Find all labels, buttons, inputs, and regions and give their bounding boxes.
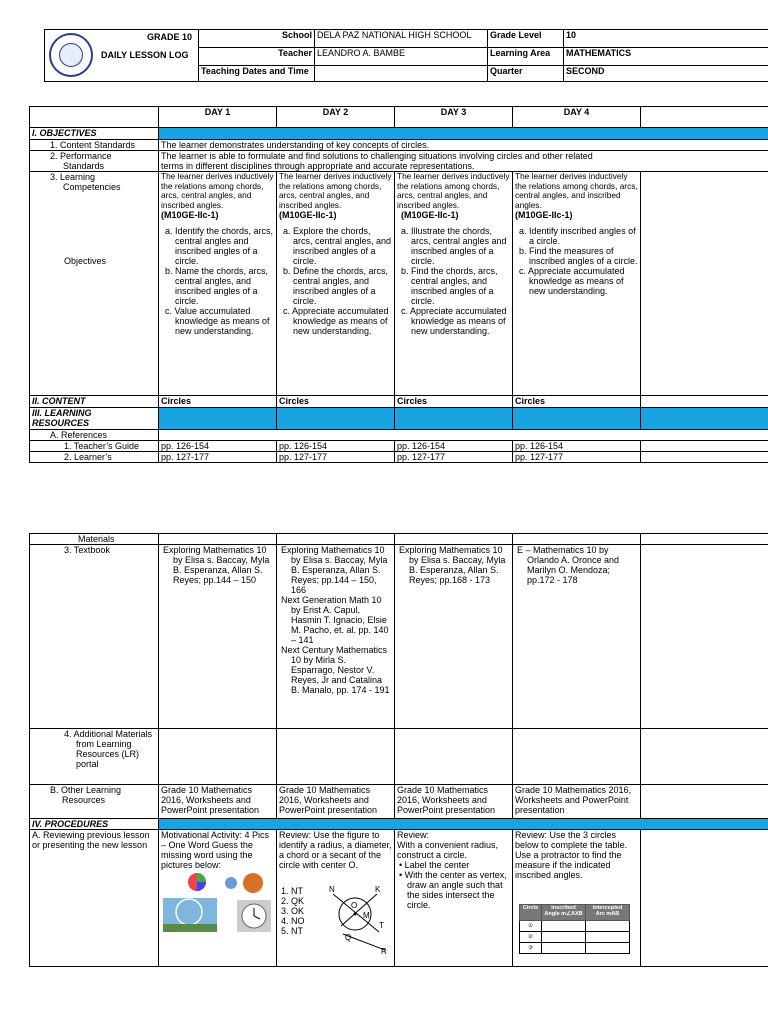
references-label: A. References bbox=[30, 430, 159, 441]
resources-bar-4 bbox=[513, 408, 641, 430]
school-value: DELA PAZ NATIONAL HIGH SCHOOL bbox=[315, 30, 488, 48]
svg-text:M: M bbox=[363, 911, 370, 920]
tg-day-1: pp. 126-154 bbox=[159, 441, 277, 452]
competencies-label: 3. Learning Competencies Objectives bbox=[30, 172, 159, 396]
day-4-objectives: a. Identify inscribed angles of a circle. b. Find the measures of inscribed angles of a circle. c. Appreciate accumulated knowledge as means of new understanding. bbox=[519, 226, 638, 296]
objectives-label: Objectives bbox=[64, 256, 107, 266]
svg-text:R: R bbox=[381, 947, 387, 956]
other-day-4: Grade 10 Mathematics 2016, Worksheets and PowerPoint presentation bbox=[513, 785, 641, 819]
tg-day-4: pp. 126-154 bbox=[513, 441, 641, 452]
school-label: School bbox=[199, 30, 315, 48]
blank-corner bbox=[30, 107, 159, 128]
svg-text:T: T bbox=[379, 921, 384, 930]
day-2-objectives: a. Explore the chords, arcs, central angles, and inscribed angles of a circle. b. Define the chords, arcs, central angles, and inscribed angles of a circle. c. Appreciate accumulated knowledge as means of new understanding. bbox=[283, 226, 392, 336]
dates-value bbox=[315, 66, 488, 82]
grade-title: GRADE 10 bbox=[147, 32, 193, 42]
procedures-bar bbox=[159, 819, 768, 830]
textbook-day-3: Exploring Mathematics 10 by Elisa s. Baccay, Myla B. Esperanza, Allan S. Reyes; pp.168 - 173 bbox=[395, 545, 513, 729]
review-day-2: Review: Use the figure to identify a radius, a diameter, a chord or a secant of the circle with center O. 1. NT 2. QK 3. OK 4. NO 5. NT N K O M T Q R bbox=[277, 830, 395, 967]
blank-header bbox=[641, 107, 768, 128]
basketball-icon bbox=[243, 873, 263, 893]
content-standards-label: 1. Content Standards bbox=[30, 140, 159, 151]
content-blank bbox=[641, 396, 768, 408]
content-day-2: Circles bbox=[277, 396, 395, 408]
ball-icon bbox=[225, 877, 237, 889]
review-blank bbox=[641, 830, 768, 967]
content-title: II. CONTENT bbox=[30, 396, 159, 408]
teacher-label: Teacher bbox=[199, 48, 315, 66]
learning-area-label: Learning Area bbox=[488, 48, 564, 66]
textbook-day-4: E – Mathematics 10 by Orlando A. Oronce and Marilyn O. Mendoza; pp.172 - 178 bbox=[513, 545, 641, 729]
other-blank bbox=[641, 785, 768, 819]
day-2-items: 1. NT 2. QK 3. OK 4. NO 5. NT bbox=[281, 886, 305, 936]
day-4-mini-table: Circle Inscribed Angle m∠AXB Intercepted Arc mAB ① ② ③ bbox=[519, 904, 630, 954]
textbook-day-2: Exploring Mathematics 10 by Elisa s. Baccay, Myla B. Esperanza, Allan S. Reyes; pp.144 – 150, 166 Next Generation Math 10 by Erist A. Capul, Hasmin T. Ignacio, Elsie M. Pacho, et. al. pp. 140 – 141 Next Century Mathematics 10 by Mirla S. Esparrago, Nestor V. Reyes, Jr and Catalina B. Manalo, pp. 174 - 191 bbox=[277, 545, 395, 729]
header-table bbox=[44, 29, 768, 82]
resources-bar-2 bbox=[277, 408, 395, 430]
textbook-blank bbox=[641, 545, 768, 729]
textbook-day-1: Exploring Mathematics 10 by Elisa s. Baccay, Myla B. Esperanza, Allan S. Reyes; pp.144 – 150 bbox=[159, 545, 277, 729]
resources-bar-1 bbox=[159, 408, 277, 430]
resources-bar-3 bbox=[395, 408, 513, 430]
tg-day-2: pp. 126-154 bbox=[277, 441, 395, 452]
content-day-3: Circles bbox=[395, 396, 513, 408]
quarter-value: SECOND bbox=[564, 66, 768, 82]
learning-area-value: MATHEMATICS bbox=[564, 48, 768, 66]
other-day-3: Grade 10 Mathematics 2016, Worksheets and PowerPoint presentation bbox=[395, 785, 513, 819]
tg-blank bbox=[641, 441, 768, 452]
day-4-competency: The learner derives inductively the relations among chords, arcs, central angles, and inscribed angles. (M10GE-IIc-1) a. Identify inscribed angles of a circle. b. Find the measures of inscribed angles of a circle. c. Appreciate accumulated knowledge as means of new understanding. bbox=[513, 172, 641, 396]
svg-text:K: K bbox=[375, 885, 381, 894]
dates-label: Teaching Dates and Time bbox=[199, 66, 315, 82]
review-day-3: Review: With a convenient radius, construct a circle. • Label the center • With the center as vertex, draw an angle such that the sides intersect the circle. bbox=[395, 830, 513, 967]
day-3-header: DAY 3 bbox=[395, 107, 513, 128]
day-3-bullets: • Label the center • With the center as vertex, draw an angle such that the sides intersect the circle. bbox=[399, 860, 507, 910]
lm-day-2: pp. 127-177 bbox=[277, 452, 395, 463]
day-2-header: DAY 2 bbox=[277, 107, 395, 128]
tg-day-3: pp. 126-154 bbox=[395, 441, 513, 452]
grade-level-label: Grade Level bbox=[488, 30, 564, 48]
reviewing-label: A. Reviewing previous lesson or presenting the new lesson bbox=[30, 830, 159, 967]
resources-title: III. LEARNING RESOURCES bbox=[30, 408, 159, 430]
lm-day-3: pp. 127-177 bbox=[395, 452, 513, 463]
svg-text:Q: Q bbox=[345, 933, 352, 942]
procedures-title: IV. PROCEDURES bbox=[30, 819, 159, 830]
content-day-1: Circles bbox=[159, 396, 277, 408]
lm-day-1: pp. 127-177 bbox=[159, 452, 277, 463]
seal-cell bbox=[45, 30, 199, 82]
four-pics bbox=[161, 872, 274, 934]
materials-label: Materials bbox=[30, 534, 159, 545]
day-3-competency: The learner derives inductively the relations among chords, arcs, central angles, and inscribed angles. (M10GE-IIc-1) a. Illustrate the chords, arcs, central angles and inscribed angles of a circle. b. Find the chords, arcs, central angles, and inscribed angles of a circle. c. Appreciate accumulated knowledge as means of new understanding. bbox=[395, 172, 513, 396]
lm-blank bbox=[641, 452, 768, 463]
objectives-bar bbox=[159, 128, 768, 140]
teacher-value: LEANDRO A. BAMBE bbox=[315, 48, 488, 66]
log-title: DAILY LESSON LOG bbox=[101, 50, 189, 60]
svg-text:O: O bbox=[351, 901, 358, 910]
lm-day-4: pp. 127-177 bbox=[513, 452, 641, 463]
quarter-label: Quarter bbox=[488, 66, 564, 82]
lesson-table-part-2 bbox=[29, 533, 768, 967]
other-day-1: Grade 10 Mathematics 2016, Worksheets and PowerPoint presentation bbox=[159, 785, 277, 819]
content-day-4: Circles bbox=[513, 396, 641, 408]
additional-materials-label: 4. Additional Materials from Learning Resources (LR) portal bbox=[30, 729, 159, 785]
day-1-objectives: a. Identify the chords, arcs, central angles and inscribed angles of a circle. b. Name the chords, arcs, central angles, and inscribed angles of a circle. c. Value accumulated knowledge as means of new understanding. bbox=[165, 226, 274, 336]
teachers-guide-label: 1. Teacher’s Guide bbox=[30, 441, 159, 452]
resources-bar-5 bbox=[641, 408, 768, 430]
objectives-title: I. OBJECTIVES bbox=[30, 128, 159, 140]
lesson-table-part-1 bbox=[29, 106, 768, 463]
learners-label: 2. Learner’s bbox=[30, 452, 159, 463]
performance-standards-label: 2. Performance Standards bbox=[30, 151, 159, 172]
four-pics-images bbox=[161, 872, 273, 936]
day-1-header: DAY 1 bbox=[159, 107, 277, 128]
day-1-competency: The learner derives inductively the relations among chords, arcs, central angles, and inscribed angles. (M10GE-IIc-1) a. Identify the chords, arcs, central angles and inscribed angles of a circle. b. Name the chords, arcs, central angles, and inscribed angles of a circle. c. Value accumulated knowledge as means of new understanding. bbox=[159, 172, 277, 396]
review-day-1: Motivational Activity: 4 Pics – One Word Guess the missing word using the pictures below: bbox=[159, 830, 277, 967]
other-resources-label: B. Other Learning Resources bbox=[30, 785, 159, 819]
performance-standards-value: The learner is able to formulate and find solutions to challenging situations involving circles and other related terms in different disciplines through appropriate and accurate representations. bbox=[159, 151, 768, 172]
day-3-objectives: a. Illustrate the chords, arcs, central angles and inscribed angles of a circle. b. Find the chords, arcs, central angles, and inscribed angles of a circle. c. Appreciate accumulated knowledge as means of new understanding. bbox=[401, 226, 507, 336]
other-day-2: Grade 10 Mathematics 2016, Worksheets and PowerPoint presentation bbox=[277, 785, 395, 819]
svg-text:N: N bbox=[329, 885, 335, 894]
day-2-competency: The learner derives inductively the relations among chords, arcs, central angles, and inscribed angles. (M10GE-IIc-1) a. Explore the chords, arcs, central angles, and inscribed angles of a circle. b. Define the chords, arcs, central angles, and inscribed angles of a circle. c. Appreciate accumulated knowledge as means of new understanding. bbox=[277, 172, 395, 396]
textbook-label: 3. Textbook bbox=[30, 545, 159, 729]
content-standards-value: The learner demonstrates understanding of key concepts of circles. bbox=[159, 140, 768, 151]
blank-competency bbox=[641, 172, 768, 396]
review-day-4: Review: Use the 3 circles below to complete the table. Use a protractor to find the measure if the indicated inscribed angles. Circle Inscribed Angle m∠AXB Intercepted Arc mAB ① ② ③ bbox=[513, 830, 641, 967]
circle-figure bbox=[323, 884, 391, 956]
grade-level-value: 10 bbox=[564, 30, 768, 48]
day-4-header: DAY 4 bbox=[513, 107, 641, 128]
references-blank bbox=[159, 430, 768, 441]
